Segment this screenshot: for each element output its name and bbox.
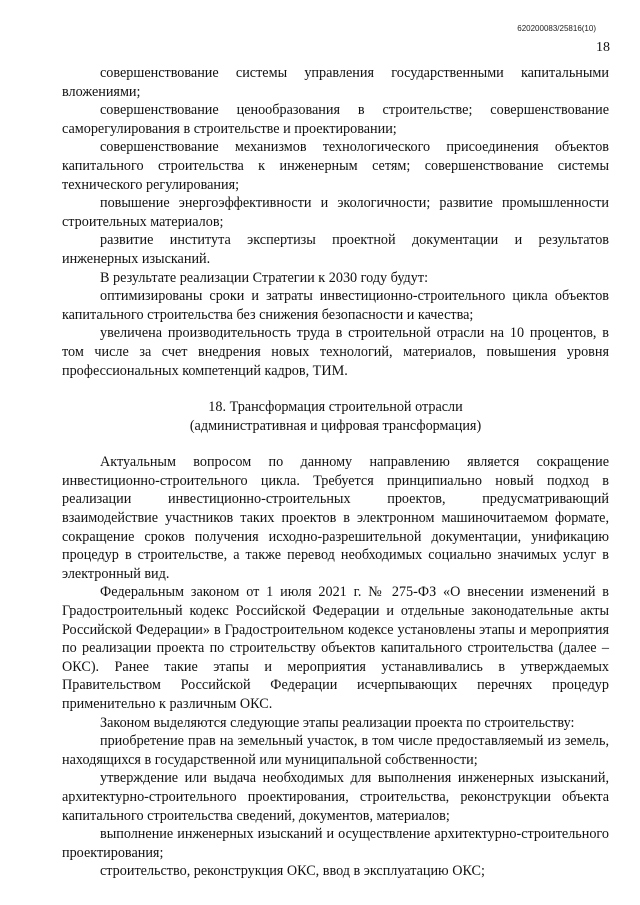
paragraph: В результате реализации Стратегии к 2030 году будут:: [100, 269, 429, 286]
paragraph: Актуальным вопросом по данному направлению является сокращение инвестиционно-строительного цикла. Требуется принципиально новый подход в реализации инвестиционно-строительных проектов, предусматривающий взаимодействие участников таких проектов в электронном машиночитаемом формате, сокращение сроков получения исходно-разрешительной документации, унификацию процедур в строительстве, а также перевод необходимых социально значимых услуг в электронный вид.: [62, 454, 609, 582]
paragraph: Федеральным законом от 1 июля 2021 г. № 275-ФЗ «О внесении изменений в Градостроительный кодекс Российской Федерации и отдельные законодательные акты Российской Федерации» в Градостроительном кодексе установлены этапы и мероприятия по реализации проекта по строительству объектов капитального строительства (далее – ОКС). Ранее такие этапы и мероприятия устанавливались в утверждаемых Правительством Российской Федерации исчерпывающих перечнях процедур применительно к различным ОКС.: [62, 584, 609, 712]
paragraph: совершенствование механизмов технологического присоединения объектов капитального строительства к инженерным сетям; совершенствование системы технического регулирования;: [62, 139, 609, 193]
paragraph: приобретение прав на земельный участок, в том числе предоставляемый из земель, находящихся в государственной или муниципальной собственности;: [62, 733, 609, 768]
section-heading-title: 18. Трансформация строительной отрасли: [208, 399, 463, 416]
paragraph: развитие института экспертизы проектной документации и результатов инженерных изысканий.: [62, 232, 609, 267]
section-heading: [62, 398, 609, 435]
section-heading-subtitle: (административная и цифровая трансформация): [189, 417, 482, 434]
paragraph: совершенствование системы управления государственными капитальными вложениями;: [62, 65, 609, 100]
paragraph: увеличена производительность труда в строительной отрасли на 10 процентов, в том числе за счет внедрения новых технологий, материалов, повышения уровня профессиональных компетенций кадров, ТИМ.: [62, 325, 609, 379]
document-body: [62, 64, 609, 881]
paragraph: утверждение или выдача необходимых для выполнения инженерных изысканий, архитектурно-строительного проектирования, строительства, реконструкции объекта капитального строительства сведений, документов, материалов;: [62, 770, 609, 824]
paragraph: Законом выделяются следующие этапы реализации проекта по строительству:: [100, 714, 575, 731]
document-code: 620200083/25816(10): [517, 24, 596, 33]
paragraph: оптимизированы сроки и затраты инвестиционно-строительного цикла объектов капитального строительства без снижения безопасности и качества;: [62, 288, 609, 323]
page-number: 18: [596, 40, 610, 55]
paragraph: строительство, реконструкция ОКС, ввод в эксплуатацию ОКС;: [100, 863, 485, 880]
paragraph: повышение энергоэффективности и экологичности; развитие промышленности строительных материалов;: [62, 195, 609, 230]
paragraph: совершенствование ценообразования в строительстве; совершенствование саморегулирования в строительстве и проектировании;: [62, 102, 609, 137]
paragraph: выполнение инженерных изысканий и осуществление архитектурно-строительного проектирования;: [62, 826, 609, 861]
